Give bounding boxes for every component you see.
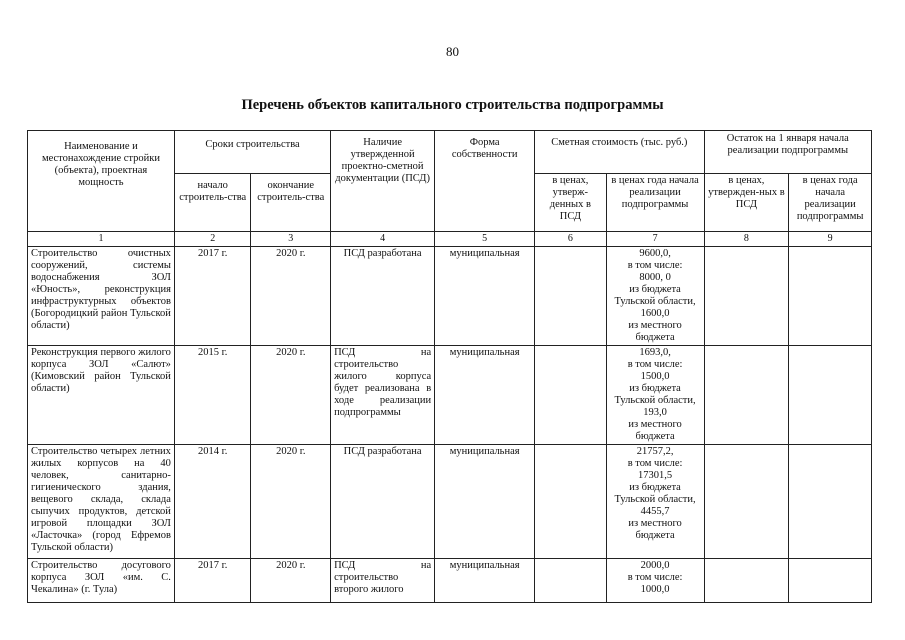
cost-line: в том числе: — [627, 458, 683, 469]
cost-line: Тульской области, — [614, 395, 696, 406]
column-number: 5 — [435, 232, 535, 247]
column-number: 2 — [174, 232, 251, 247]
cost-approved-cell — [535, 445, 606, 559]
cost-approved-cell — [535, 559, 606, 603]
rem-year-cell — [789, 346, 872, 445]
psd-status: ПСД на строительство второго жилого — [331, 559, 435, 603]
end-year: 2020 г. — [251, 346, 331, 445]
cost-line: 1000,0 — [640, 584, 670, 595]
psd-status: ПСД разработана — [331, 247, 435, 346]
header-start: начало строитель-ства — [174, 174, 251, 232]
cost-line: 9600,0, — [639, 248, 671, 259]
cost-line: из бюджета — [629, 284, 681, 295]
start-year: 2017 г. — [174, 247, 251, 346]
psd-status: ПСД разработана — [331, 445, 435, 559]
cost-line: бюджета — [635, 530, 675, 541]
cost-line: 1600,0 — [640, 308, 670, 319]
cost-line: в том числе: — [627, 260, 683, 271]
cost-line: из местного — [628, 419, 682, 430]
table-row — [28, 346, 872, 445]
object-name: Строительство очистных сооружений, системы водоснабжения ЗОЛ «Юность», реконструкция инфраструктурных объектов (Богородицкий район Тульской области) — [28, 247, 175, 346]
end-year: 2020 г. — [251, 247, 331, 346]
cost-line: из местного — [628, 518, 682, 529]
column-number: 9 — [789, 232, 872, 247]
page-title: Перечень объектов капитального строительства подпрограммы — [241, 97, 664, 113]
end-year: 2020 г. — [251, 559, 331, 603]
rem-year-cell — [789, 559, 872, 603]
table-row — [28, 247, 872, 346]
object-name: Строительство досугового корпуса ЗОЛ «им. С. Чекалина» (г. Тула) — [28, 559, 175, 603]
header-ownership: Форма собственности — [435, 131, 535, 232]
table-row — [28, 445, 872, 559]
ownership-form: муниципальная — [435, 559, 535, 603]
start-year: 2014 г. — [174, 445, 251, 559]
header-psd: Наличие утвержденной проектно-сметной документации (ПСД) — [331, 131, 435, 232]
cost-line: 17301,5 — [638, 470, 673, 481]
cost-line: из бюджета — [629, 383, 681, 394]
header-cost: Сметная стоимость (тыс. руб.) — [535, 131, 704, 174]
ownership-form: муниципальная — [435, 247, 535, 346]
table-row — [28, 559, 872, 603]
header-remainder: Остаток на 1 января начала реализации подпрограммы — [704, 131, 871, 174]
rem-approved-cell — [704, 346, 789, 445]
cost-line: из бюджета — [629, 482, 681, 493]
header-cost-year: в ценах года начала реализации подпрограммы — [606, 174, 704, 232]
cost-line: Тульской области, — [614, 494, 696, 505]
cost-approved-cell — [535, 346, 606, 445]
cost-line: Тульской области, — [614, 296, 696, 307]
cost-line: бюджета — [635, 332, 675, 343]
rem-approved-cell — [704, 559, 789, 603]
cost-line: 1500,0 — [640, 371, 670, 382]
cost-approved-cell — [535, 247, 606, 346]
column-number: 4 — [331, 232, 435, 247]
column-number: 7 — [606, 232, 704, 247]
header-rem-approved: в ценах, утвержден-ных в ПСД — [704, 174, 789, 232]
column-number: 1 — [28, 232, 175, 247]
cost-line: 4455,7 — [640, 506, 670, 517]
object-name: Реконструкция первого жилого корпуса ЗОЛ «Салют» (Кимовский район Тульской области) — [28, 346, 175, 445]
page-number: 80 — [446, 44, 459, 59]
cost-line: 8000, 0 — [639, 272, 671, 283]
column-number: 6 — [535, 232, 606, 247]
header-name: Наименование и местонахождение стройки (объекта), проектная мощность — [28, 131, 175, 232]
rem-approved-cell — [704, 247, 789, 346]
ownership-form: муниципальная — [435, 346, 535, 445]
header-cost-approved: в ценах, утверж-денных в ПСД — [535, 174, 606, 232]
rem-year-cell — [789, 445, 872, 559]
object-name: Строительство четырех летних жилых корпусов на 40 человек, санитарно-гигиенического здания, вещевого склада, склада сыпучих продуктов, детской игровой площадки ЗОЛ «Ласточка» (город Ефремов Тульской области) — [28, 445, 175, 559]
cost-line: 1693,0, — [639, 347, 671, 358]
cost-line: из местного — [628, 320, 682, 331]
ownership-form: муниципальная — [435, 445, 535, 559]
capital-construction-table — [27, 130, 872, 603]
cost-line: 21757,2, — [636, 446, 674, 457]
psd-status: ПСД на строительство жилого корпуса будет реализована в ходе реализации подпрограммы — [331, 346, 435, 445]
column-numbers-row — [28, 232, 872, 247]
cost-line: 193,0 — [643, 407, 667, 418]
rem-year-cell — [789, 247, 872, 346]
cost-year-cell — [606, 445, 704, 559]
cost-year-cell — [606, 247, 704, 346]
header-rem-year: в ценах года начала реализации подпрограммы — [789, 174, 872, 232]
rem-approved-cell — [704, 445, 789, 559]
column-number: 3 — [251, 232, 331, 247]
header-end: окончание строитель-ства — [251, 174, 331, 232]
header-row-top — [28, 131, 872, 174]
start-year: 2015 г. — [174, 346, 251, 445]
column-number: 8 — [704, 232, 789, 247]
cost-year-cell — [606, 559, 704, 603]
cost-line: в том числе: — [627, 572, 683, 583]
cost-year-cell — [606, 346, 704, 445]
start-year: 2017 г. — [174, 559, 251, 603]
end-year: 2020 г. — [251, 445, 331, 559]
cost-line: 2000,0 — [640, 560, 670, 571]
header-terms: Сроки строительства — [174, 131, 330, 174]
cost-line: бюджета — [635, 431, 675, 442]
cost-line: в том числе: — [627, 359, 683, 370]
